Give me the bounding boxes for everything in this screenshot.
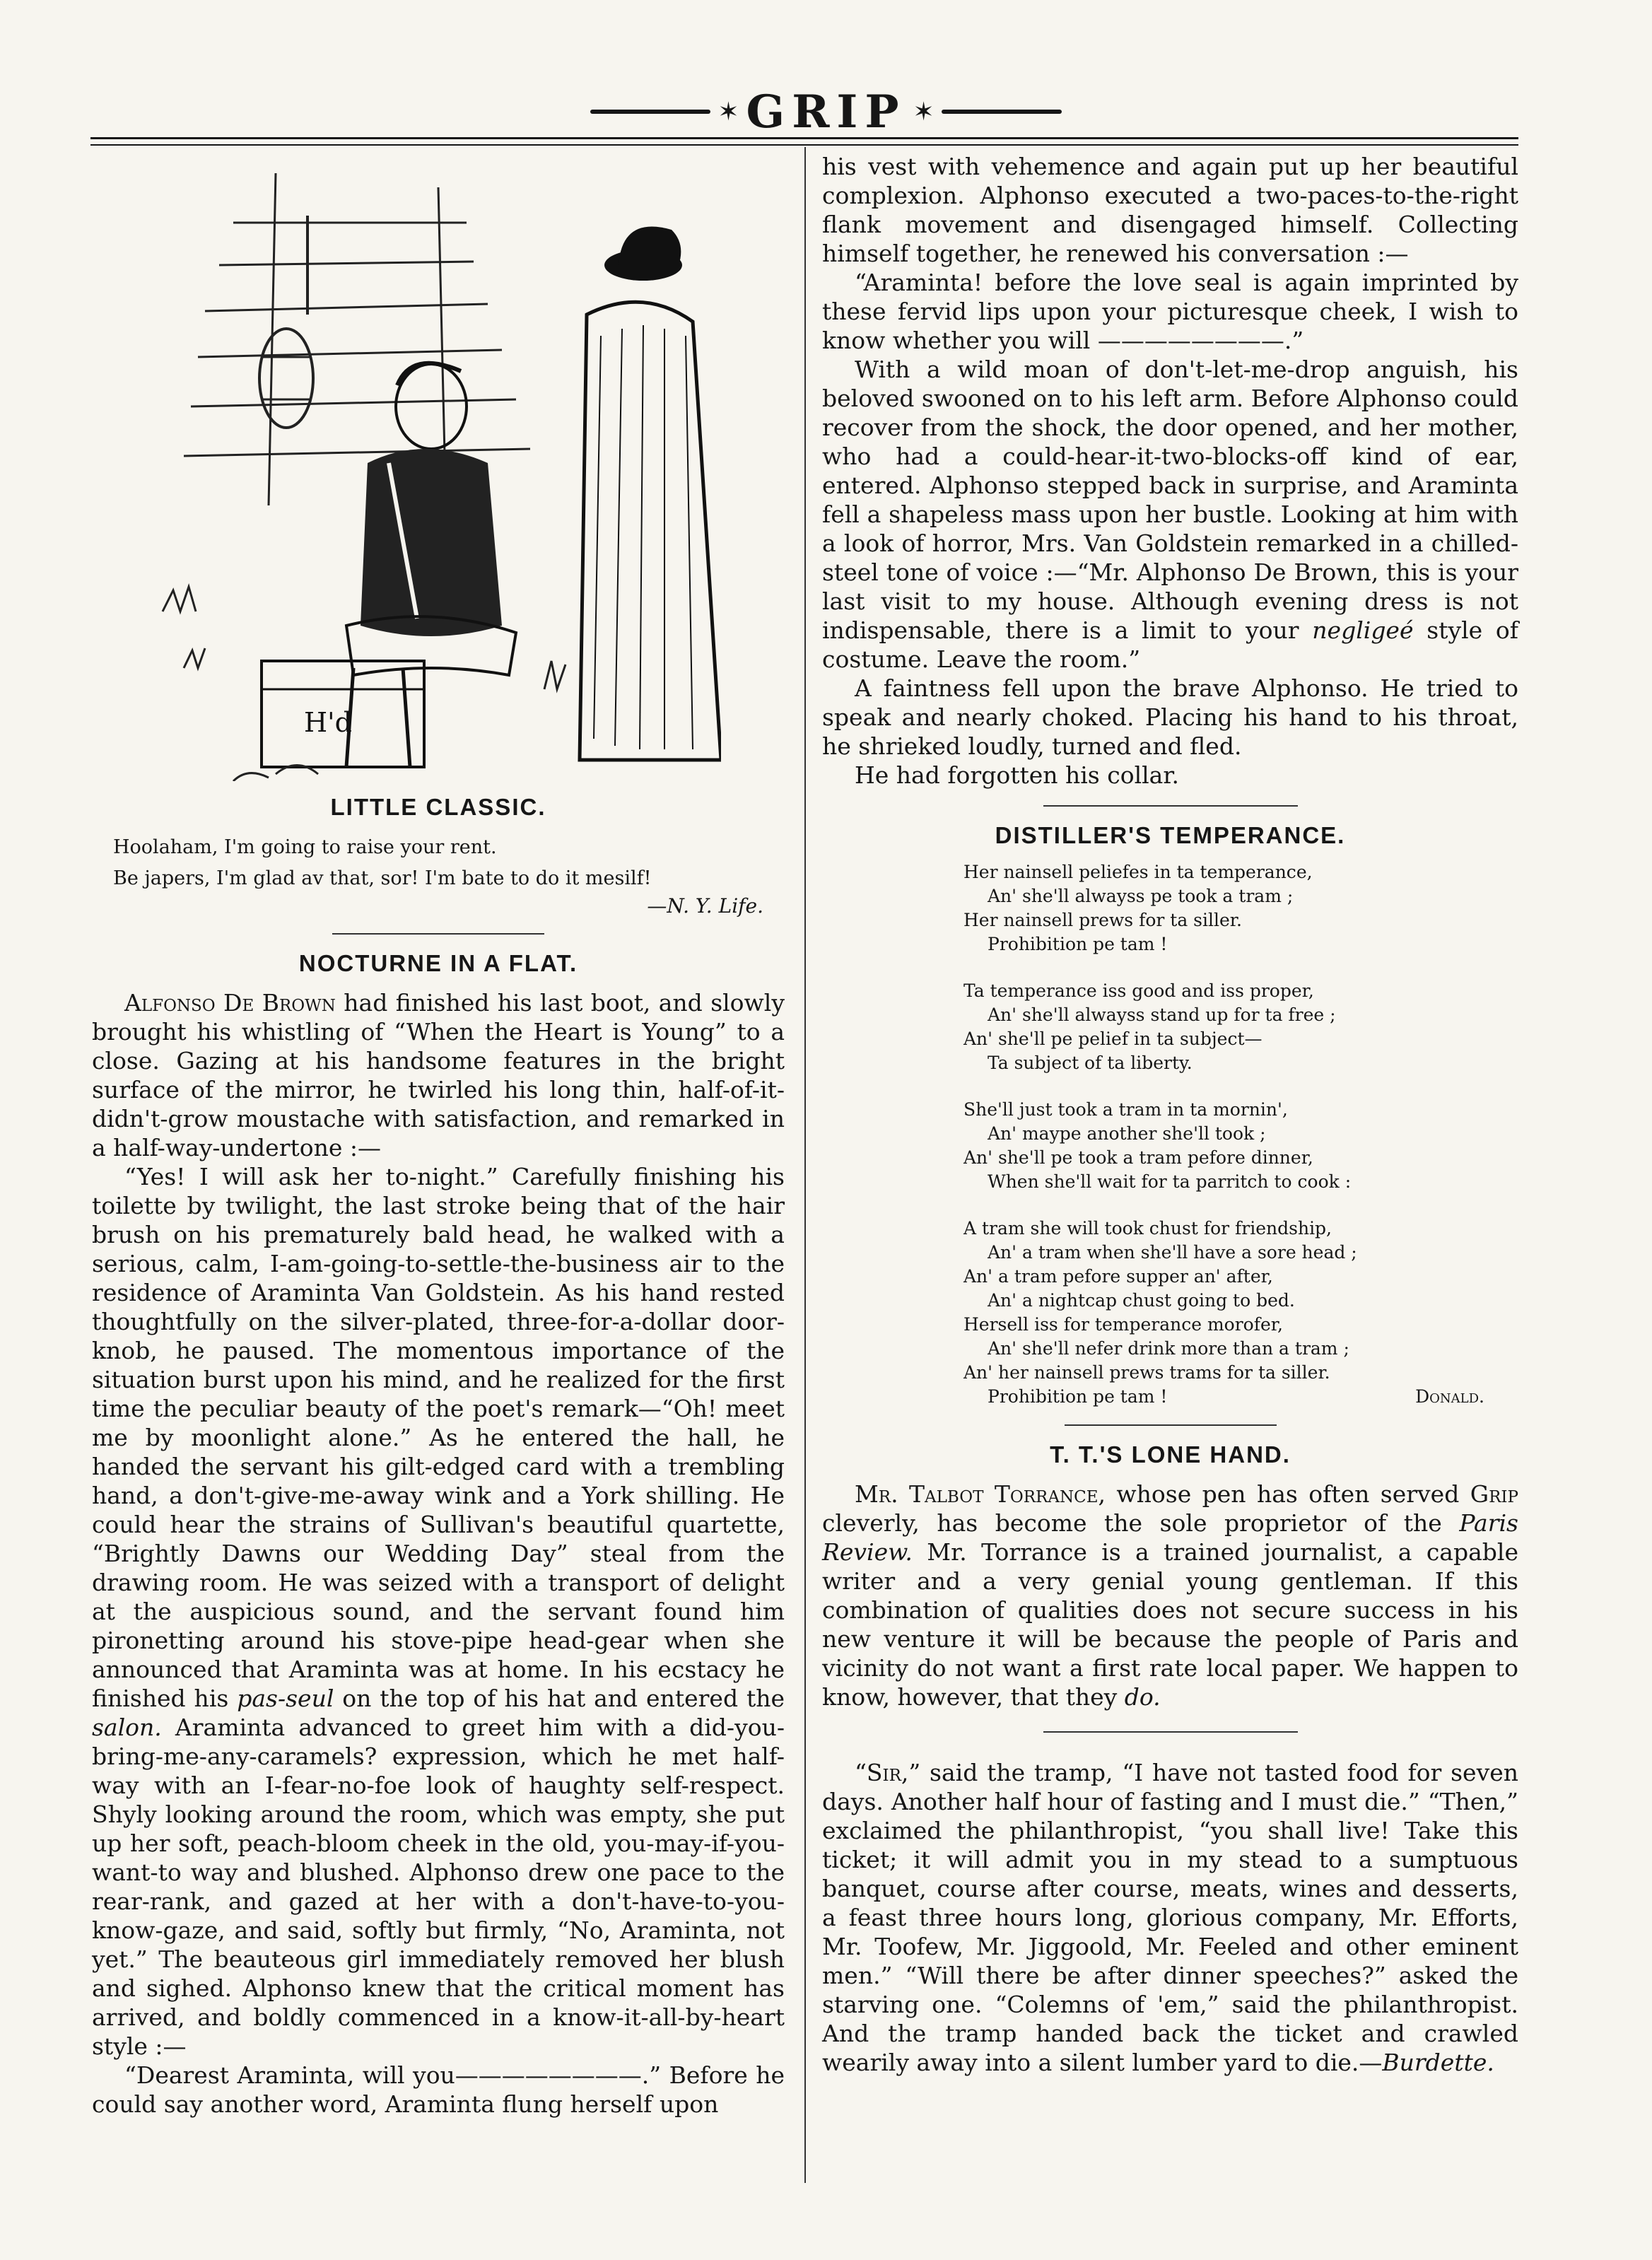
paragraph: “Araminta! before the love seal is again imprinted by these fervid lips upon your picturesque cheek, I wish to know whether you will ————————.” bbox=[822, 269, 1518, 354]
poem-line: An' she'll nefer drink more than a tram ; bbox=[988, 1338, 1349, 1359]
header-rule bbox=[90, 137, 1518, 139]
section-separator bbox=[332, 933, 544, 935]
poem-line: An' she'll alwayss pe took a tram ; bbox=[988, 886, 1294, 906]
little-classic-credit: —N. Y. Life. bbox=[647, 894, 763, 918]
masthead-rule-left bbox=[590, 110, 710, 114]
nocturne-body-continued bbox=[822, 152, 1518, 790]
little-classic-line: Be japers, I'm glad av that, sor! I'm bate to do it mesilf! bbox=[113, 867, 652, 889]
poem-line: An' maype another she'll took ; bbox=[988, 1123, 1266, 1144]
star-icon: ✶ bbox=[913, 97, 935, 127]
lone-hand-body bbox=[822, 1480, 1518, 1711]
italic-text: pas-seul bbox=[237, 1685, 334, 1712]
paragraph bbox=[822, 1758, 1518, 2077]
lead-name: Mr. Talbot Torrance, bbox=[855, 1480, 1106, 1508]
paragraph bbox=[92, 1162, 785, 2061]
paragraph bbox=[92, 988, 785, 1162]
paragraph-text: style of costume. Leave the room.” bbox=[822, 616, 1519, 673]
header-rule-thin bbox=[90, 144, 1518, 146]
left-column bbox=[92, 152, 785, 2119]
poem-line: An' her nainsell prews trams for ta siller. bbox=[963, 1362, 1330, 1383]
paragraph-text: “ bbox=[855, 1759, 867, 1786]
lead-name: Alfonso De Brown bbox=[124, 989, 336, 1017]
poem-line: A tram she will took chust for friendship, bbox=[963, 1218, 1332, 1239]
masthead-rule-right bbox=[942, 110, 1062, 114]
grip-name: Grip bbox=[1470, 1480, 1518, 1508]
poem-line: An' a tram when she'll have a sore head ; bbox=[988, 1242, 1357, 1263]
paragraph-text: With a wild moan of don't-let-me-drop anguish, his beloved swooned on to his left arm. Before Alphonso could recover from the shock, the door opened, and her mother, who had a could-hear-it-two-blocks-off kind of ear, entered. Alphonso stepped back in surprise, and Araminta fell a shapeless mass upon her bustle. Looking at him with a look of horror, Mrs. Van Goldstein remarked in a chilled-steel tone of voice :—“Mr. Alphonso De Brown, this is your last visit to my house. Although evening dress is not indispensable, there is a limit to your bbox=[822, 356, 1518, 644]
paragraph-text: whose pen has often served bbox=[1105, 1480, 1470, 1508]
poem-line: She'll just took a tram in ta mornin', bbox=[963, 1099, 1288, 1120]
paragraph: his vest with vehemence and again put up her beautiful complexion. Alphonso executed a two-paces-to-the-right flank movement and disengaged himself. Collecting himself together, he renewed his conversation :— bbox=[822, 153, 1518, 267]
poem-line: Her nainsell prews for ta siller. bbox=[963, 910, 1242, 930]
paragraph-text: ” said the tramp, “I have not tasted food for seven days. Another half hour of fasting and I must die.” “Then,” exclaimed the philanthropist, “you shall live! Take this ticket; it will admit you in my stead to a sumptuous banquet, course after course, meats, wines and desserts, a feast three hours long, glorious company, Mr. Efforts, Mr. Toofew, Mr. Jiggoold, Mr. Feeled and other eminent men.” “Will there be after dinner speeches?” asked the starving one. “Colemns of 'em,” said the philanthropist. And the tramp handed back the ticket and crawled wearily away into a silent lumber yard to die.— bbox=[822, 1759, 1518, 2076]
paragraph bbox=[822, 355, 1518, 674]
poem-stanza bbox=[963, 1098, 1518, 1194]
italic-text: negligeé bbox=[1312, 616, 1414, 644]
poem-line: An' she'll pe pelief in ta subject— bbox=[963, 1029, 1263, 1049]
paragraph-text: Mr. Torrance is a trained journalist, a capable writer and a very genial young gentleman. If this combination of qualities does not secure success in his new venture it will be because the people of Paris and vicinity do not want a first rate local paper. We happen to know, however, that they bbox=[822, 1538, 1518, 1711]
distiller-title: DISTILLER'S TEMPERANCE. bbox=[995, 822, 1346, 848]
paragraph-text: Araminta advanced to greet him with a did-you-bring-me-any-caramels? expression, which he met half-way with an I-fear-no-foe look of haughty self-respect. Shyly looking around the room, which was empty, she put up her soft, peach-bloom cheek in the old, you-may-if-you-want-to way and blushed. Alphonso drew one pace to the rear-rank, and gazed at her with a don't-have-to-you-know-gaze, and said, softly but firmly, “No, Araminta, not yet.” The beauteous girl immediately removed her blush and sighed. Alphonso knew that the critical moment has arrived, and boldly commenced in a know-it-all-by-heart style :— bbox=[92, 1714, 785, 2060]
paragraph: “Dearest Araminta, will you————————.” Before he could say another word, Araminta flung herself upon bbox=[92, 2061, 785, 2118]
poem-stanza bbox=[963, 860, 1518, 956]
section-separator bbox=[1043, 805, 1298, 807]
little-classic-title: LITTLE CLASSIC. bbox=[330, 794, 546, 820]
poem-line: Prohibition pe tam ! bbox=[988, 1386, 1168, 1407]
paragraph: A faintness fell upon the brave Alphonso. He tried to speak and nearly choked. Placing his hand to his throat, he shrieked loudly, turned and fled. bbox=[822, 674, 1518, 760]
right-column bbox=[822, 152, 1518, 2077]
nocturne-title: NOCTURNE IN A FLAT. bbox=[298, 950, 578, 976]
column-divider bbox=[804, 147, 806, 2183]
poem-line: Ta temperance iss good and iss proper, bbox=[963, 980, 1314, 1001]
poem-line: An' she'll pe took a tram pefore dinner, bbox=[963, 1147, 1313, 1168]
masthead-title: GRIP bbox=[746, 85, 906, 139]
poem-line: An' she'll alwayss stand up for ta free ; bbox=[988, 1005, 1336, 1025]
nocturne-body bbox=[92, 988, 785, 2119]
poem-line: Ta subject of ta liberty. bbox=[988, 1053, 1193, 1073]
paragraph-text: had finished his last boot, and slowly brought his whistling of “When the Heart is Young” to a close. Gazing at his handsome features in the bright surface of the mirror, he twirled his long thin, half-of-it-didn't-grow moustache with satisfaction, and remarked in a half-way-undertone :— bbox=[92, 989, 785, 1161]
italic-text: Paris Review. bbox=[822, 1509, 1518, 1566]
paragraph bbox=[822, 1480, 1518, 1711]
poem-line: An' a tram pefore supper an' after, bbox=[963, 1266, 1273, 1287]
little-classic-line: Hoolaham, I'm going to raise your rent. bbox=[113, 836, 497, 858]
distiller-poem bbox=[963, 860, 1518, 1409]
star-icon: ✶ bbox=[717, 97, 739, 127]
sir-word: Sir, bbox=[866, 1759, 909, 1786]
italic-text: salon. bbox=[92, 1714, 162, 1741]
paragraph-text: cleverly, has become the sole proprietor of the bbox=[822, 1509, 1460, 1537]
paragraph: He had forgotten his collar. bbox=[855, 761, 1179, 789]
poem-stanza bbox=[963, 1217, 1518, 1409]
poem-stanza bbox=[963, 979, 1518, 1075]
poem-line: Hersell iss for temperance morofer, bbox=[963, 1314, 1283, 1335]
lone-hand-title: T. T.'S LONE HAND. bbox=[1050, 1441, 1291, 1468]
poem-signature: Donald. bbox=[1415, 1386, 1484, 1407]
section-separator bbox=[1065, 1424, 1277, 1426]
box-label: H'd bbox=[304, 707, 352, 738]
poem-line: Prohibition pe tam ! bbox=[988, 934, 1168, 954]
poem-line: When she'll wait for ta parritch to cook : bbox=[988, 1171, 1352, 1192]
poem-line: Her nainsell peliefes in ta temperance, bbox=[963, 862, 1313, 882]
cartoon-illustration bbox=[134, 173, 721, 781]
poem-line: An' a nightcap chust going to bed. bbox=[988, 1290, 1295, 1311]
poem-last-line bbox=[963, 1385, 1518, 1409]
tramp-credit: Burdette. bbox=[1382, 2049, 1494, 2076]
masthead bbox=[0, 83, 1652, 140]
section-separator bbox=[1043, 1731, 1298, 1733]
italic-text: do. bbox=[1124, 1683, 1161, 1711]
paragraph-text: on the top of his hat and entered the bbox=[334, 1685, 785, 1712]
tramp-body bbox=[822, 1758, 1518, 2077]
paragraph-text: “Yes! I will ask her to-night.” Carefully finishing his toilette by twilight, the last stroke being that of the hair brush on his prematurely bald head, he walked with a serious, calm, I-am-going-to-settle-the-business air to the residence of Araminta Van Goldstein. As his hand rested thoughtfully on the silver-plated, three-for-a-dollar door-knob, he paused. The momentous importance of the situation burst upon his mind, and he realized for the first time the peculiar beauty of the poet's remark—“Oh! meet me by moonlight alone.” As he entered the hall, he handed the servant his gilt-edged card with a trembling hand, a don't-give-me-away wink and a York shilling. He could hear the strains of Sullivan's beautiful quartette, “Brightly Dawns our Wedding Day” steal from the drawing room. He was seized with a transport of delight at the auspicious sound, and the servant found him pironetting around his stove-pipe head-gear when she announced that Araminta was at home. In his ecstacy he finished his bbox=[92, 1163, 785, 1712]
